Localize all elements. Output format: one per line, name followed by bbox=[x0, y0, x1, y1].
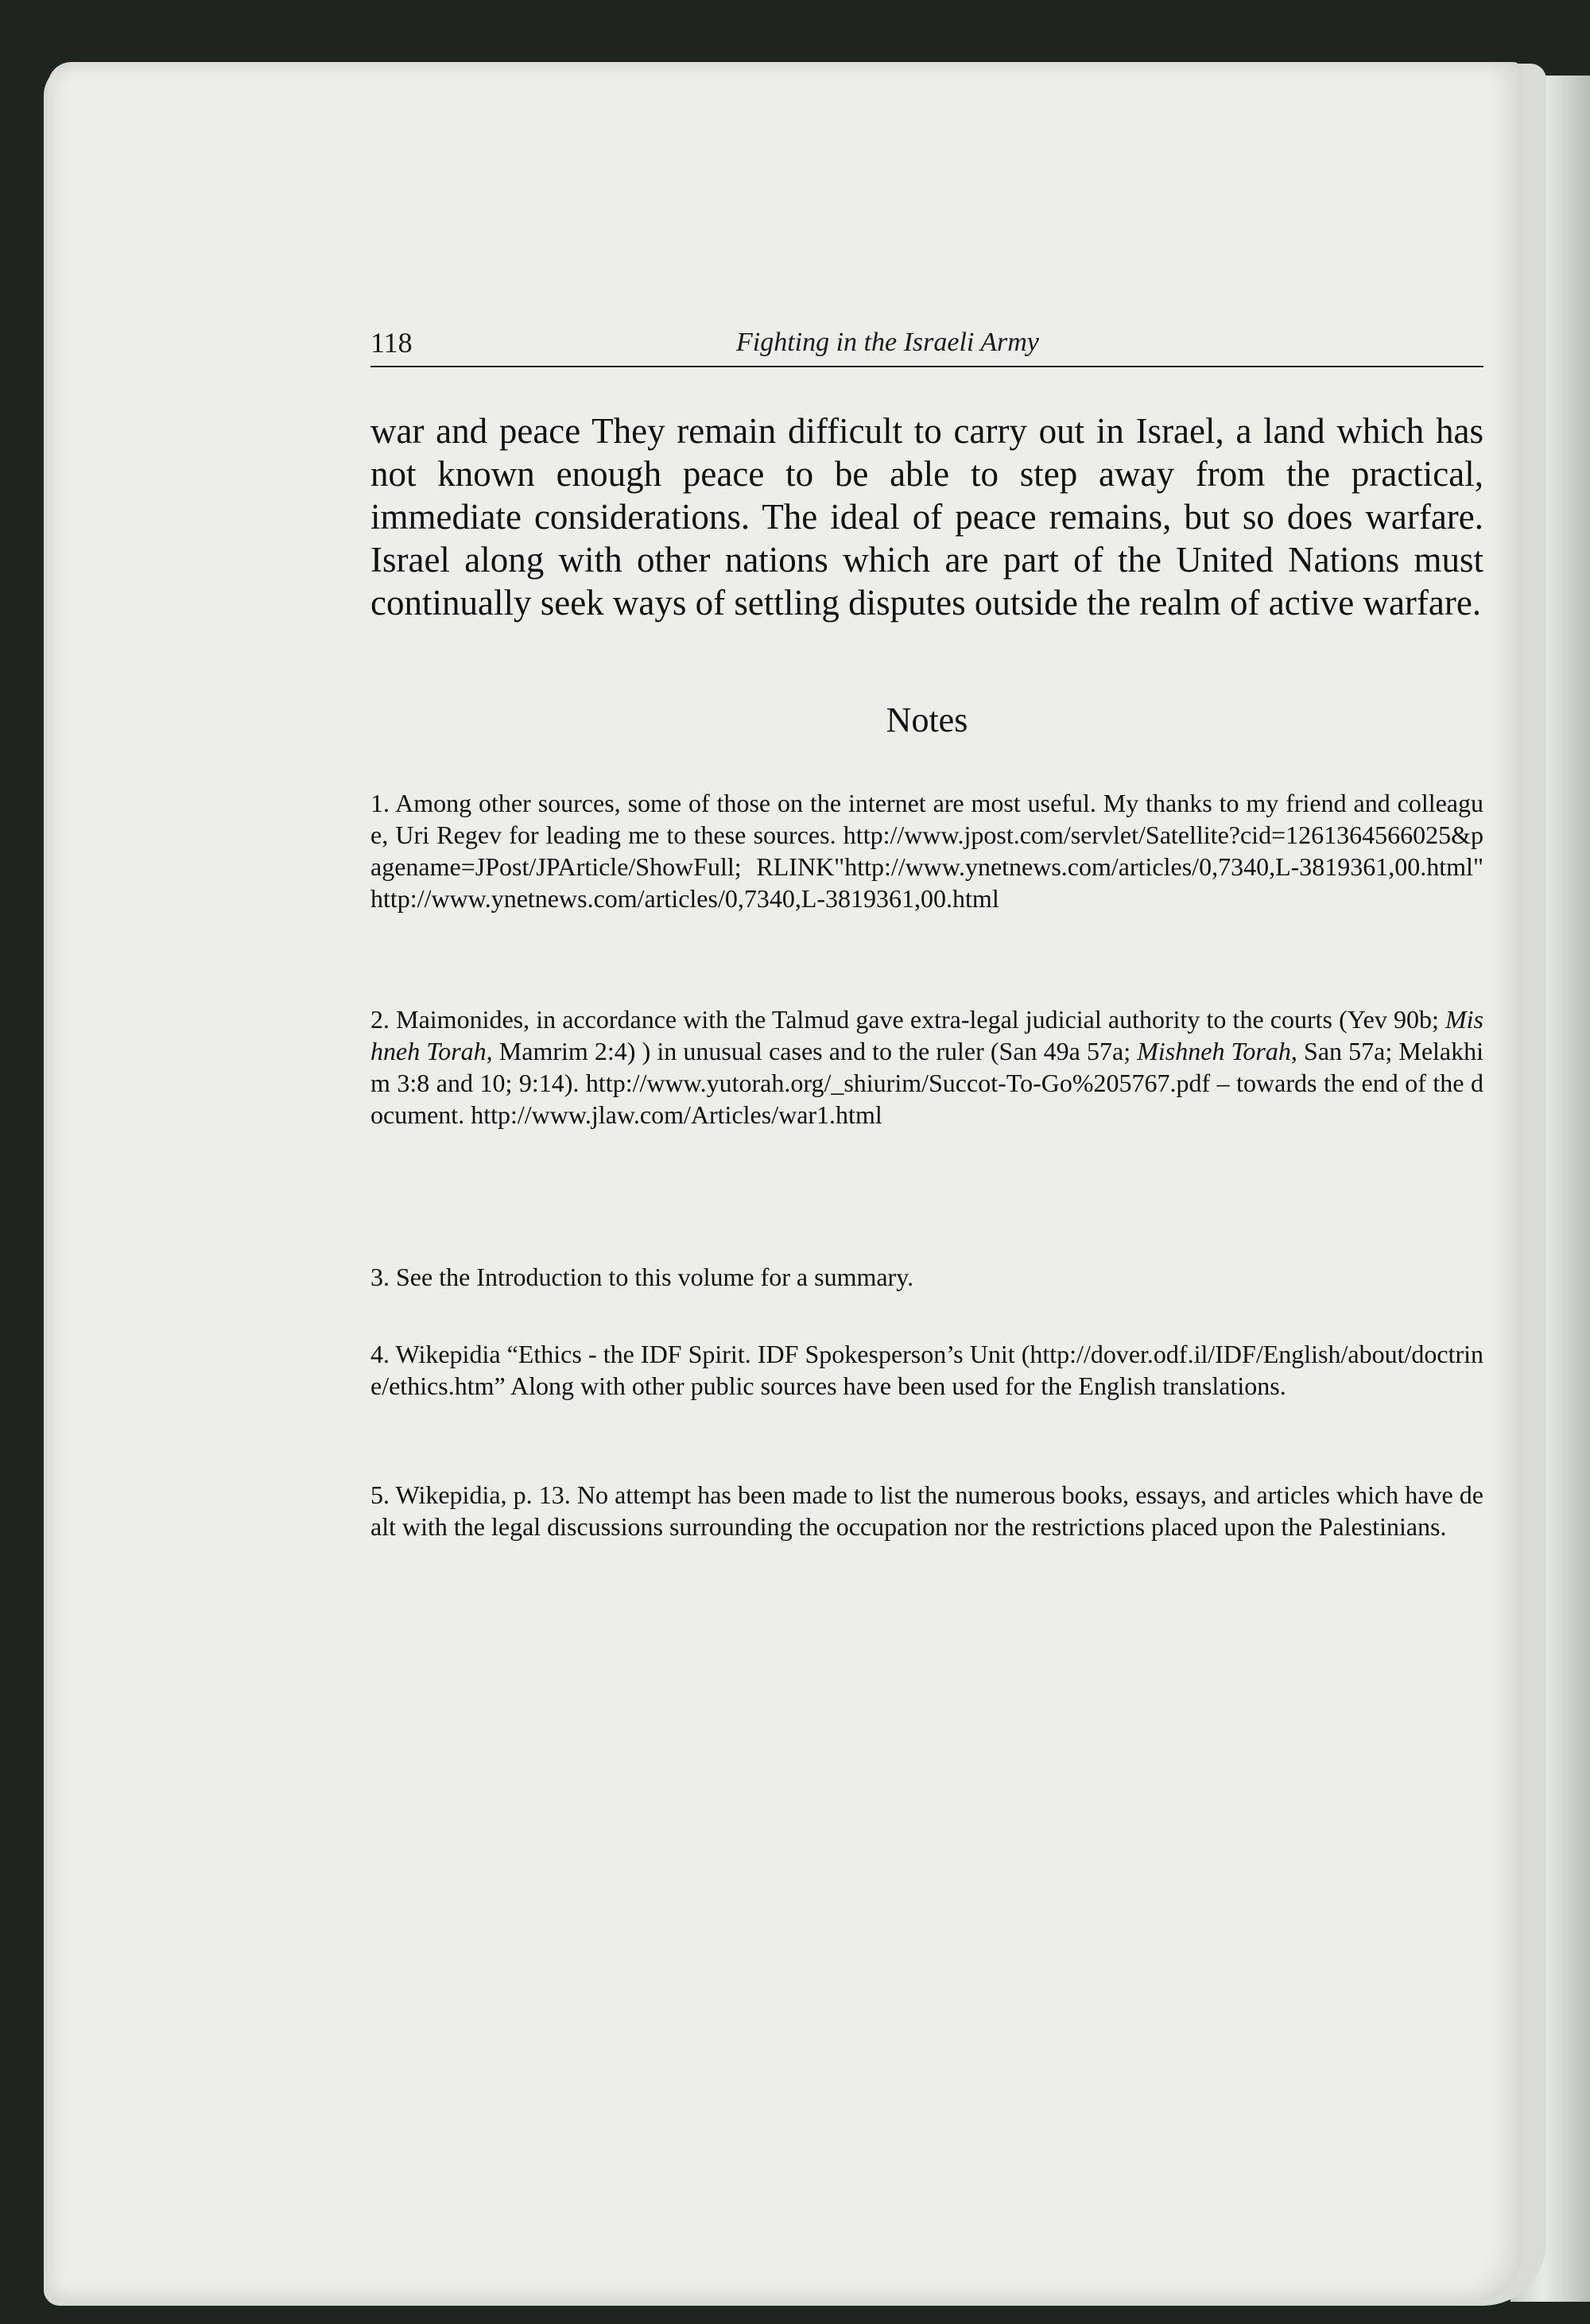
page-number: 118 bbox=[370, 327, 413, 359]
running-title: Fighting in the Israeli Army bbox=[736, 328, 1039, 357]
page-header bbox=[370, 326, 1483, 367]
note-2-text-b: , Mamrim 2:4) ) in unusual cases and to the ruler (San 49a 57a; bbox=[486, 1037, 1138, 1065]
note-2-text-a: 2. Maimonides, in accordance with the Talmud gave extra-legal judicial authority to the courts (Yev 90b; bbox=[370, 1005, 1445, 1034]
notes-heading: Notes bbox=[886, 700, 968, 739]
note-2-citation-b: Mishneh Torah bbox=[1137, 1037, 1291, 1065]
note-3: 3. See the Introduction to this volume for a summary. bbox=[370, 1263, 914, 1291]
note-2 bbox=[370, 1003, 1483, 1131]
note-5: 5. Wikepidia, p. 13. No attempt has been made to list the numerous books, essays, and articles which have dealt with the legal discussions surrounding the occupation nor the restrictions placed upon the Palestinians. bbox=[370, 1480, 1483, 1541]
book-page bbox=[48, 62, 1522, 2300]
note-2-citation-a: Mishneh Torah bbox=[370, 1005, 1483, 1065]
note-2-text-c: , San 57a; Melakhim 3:8 and 10; 9:14). http://www.yutorah.org/_shiurim/Succot-To-Go%205767.pdf – towards the end of the document. http://www.jlaw.com/Articles/war1.html bbox=[370, 1037, 1484, 1129]
body-paragraph: war and peace They remain difficult to carry out in Israel, a land which has not known enough peace to be able to step away from the practical, immediate considerations. The ideal of peace remains, but so does warfare. Israel along with other nations which are part of the United Nations must continually seek ways of settling disputes outside the realm of active warfare. bbox=[370, 411, 1483, 623]
note-4: 4. Wikepidia “Ethics - the IDF Spirit. IDF Spokesperson’s Unit (http://dover.odf.il/IDF/English/about/doctrine/ethics.htm” Along with other public sources have been used for the English translations. bbox=[370, 1340, 1483, 1400]
note-1: 1. Among other sources, some of those on the internet are most useful. My thanks to my friend and colleague, Uri Regev for leading me to these sources. http://www.jpost.com/servlet/Satellite?cid=1261364566025&pagename=JPost/JPArticle/ShowFull; RLINK"http://www.ynetnews.com/articles/0,7340,L-3819361,00.html" http://www.ynetnews.com/articles/0,7340,L-3819361,00.html bbox=[370, 789, 1483, 913]
